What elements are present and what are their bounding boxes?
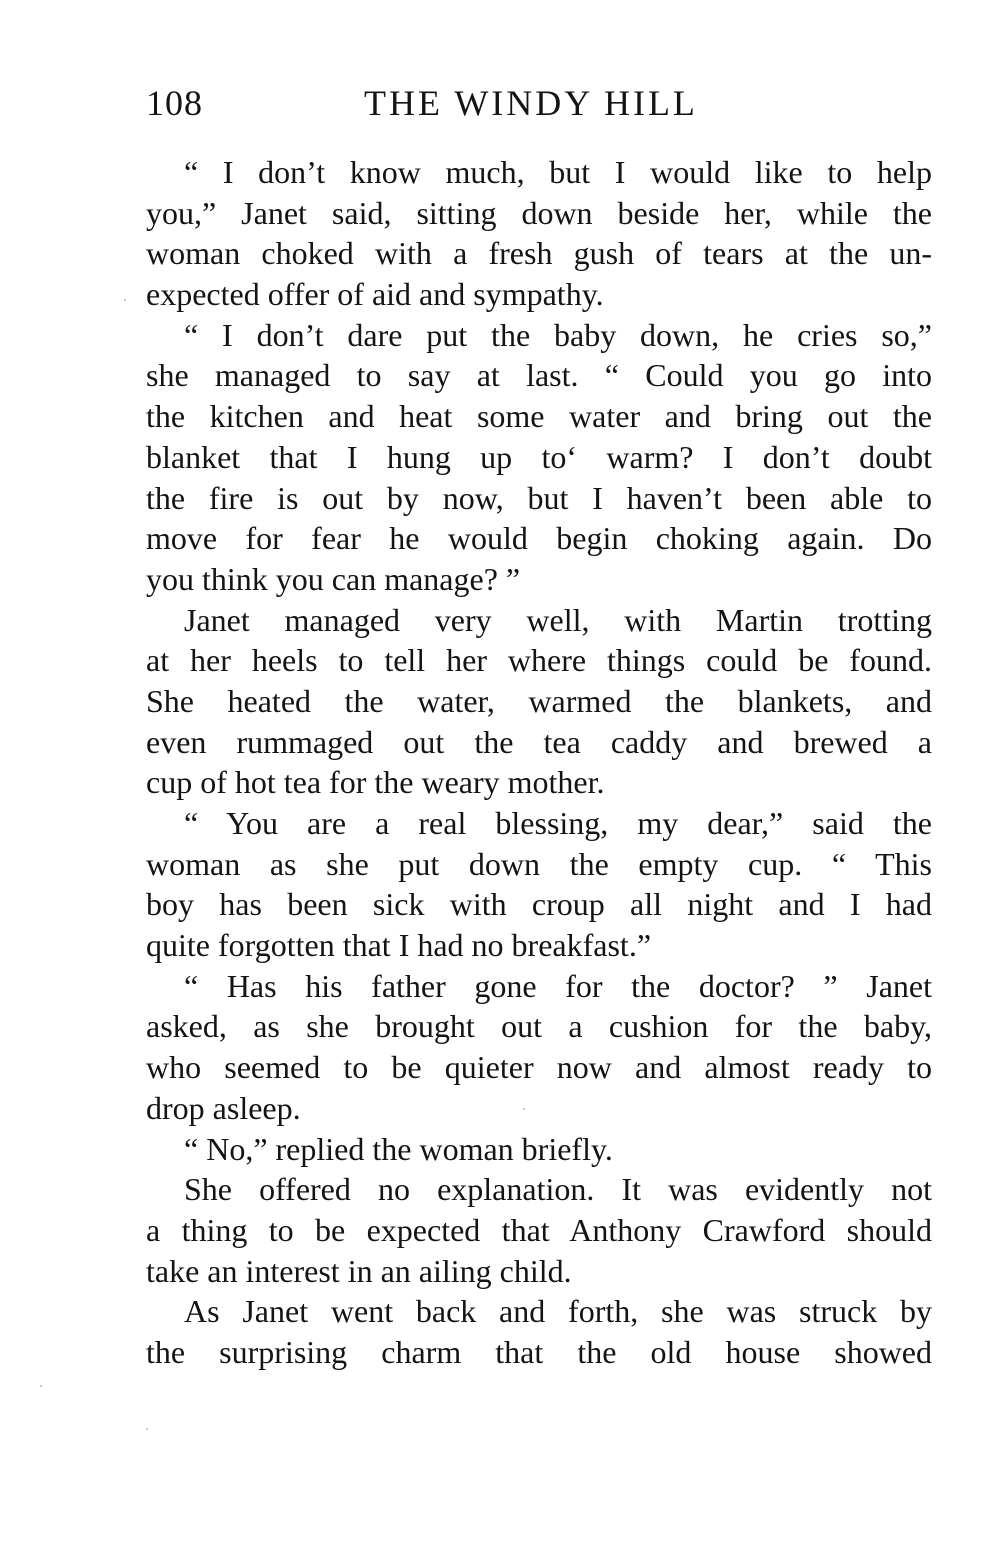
text-line: you think you can manage? ” bbox=[146, 560, 521, 597]
text-line: As Janet went back and forth, she was struck by bbox=[184, 1293, 932, 1330]
text-line: the surprising charm that the old house showed bbox=[146, 1333, 932, 1370]
text-line: woman as she put down the empty cup. “ This bbox=[146, 845, 932, 882]
text-line: “ Has his father gone for the doctor? ” Janet bbox=[184, 967, 932, 1004]
paper-speck bbox=[40, 1385, 42, 1387]
text-line: even rummaged out the tea caddy and brewed a bbox=[146, 723, 932, 760]
text-line: asked, as she brought out a cushion for the baby, bbox=[146, 1008, 932, 1045]
page-number: 108 bbox=[146, 83, 203, 123]
text-line: “ I don’t dare put the baby down, he cries so,” bbox=[184, 316, 932, 353]
paper-speck bbox=[146, 1428, 148, 1430]
text-line: “ You are a real blessing, my dear,” said the bbox=[184, 805, 932, 841]
text-line: at her heels to tell her where things could be found. bbox=[146, 642, 932, 679]
text-line: quite forgotten that I had no breakfast.” bbox=[146, 927, 652, 964]
text-line: who seemed to be quieter now and almost ready to bbox=[146, 1049, 932, 1086]
text-line: She offered no explanation. It was evidently not bbox=[184, 1171, 932, 1208]
text-line: she managed to say at last. “ Could you go into bbox=[146, 357, 932, 394]
running-head bbox=[146, 78, 932, 128]
text-line: the kitchen and heat some water and bring out the bbox=[146, 398, 932, 435]
text-line: “ I don’t know much, but I would like to help bbox=[184, 154, 932, 190]
text-line: you,” Janet said, sitting down beside her, while the bbox=[146, 194, 932, 231]
body-text bbox=[146, 152, 932, 1373]
text-line: woman choked with a fresh gush of tears at the un- bbox=[146, 235, 932, 272]
paper-speck bbox=[523, 1108, 525, 1110]
text-line: move for fear he would begin choking again. Do bbox=[146, 520, 932, 557]
paper-speck bbox=[124, 299, 126, 301]
running-title: THE WINDY HILL bbox=[364, 83, 698, 123]
text-line: boy has been sick with croup all night and I had bbox=[146, 886, 932, 923]
text-line: She heated the water, warmed the blankets, and bbox=[146, 682, 932, 719]
text-line: take an interest in an ailing child. bbox=[146, 1252, 572, 1289]
text-line: blanket that I hung up to‘ warm? I don’t doubt bbox=[146, 438, 932, 475]
text-line: Janet managed very well, with Martin trotting bbox=[184, 601, 932, 638]
text-line: “ No,” replied the woman briefly. bbox=[184, 1130, 613, 1167]
text-line: the fire is out by now, but I haven’t been able to bbox=[146, 479, 932, 516]
text-line: a thing to be expected that Anthony Crawford should bbox=[146, 1211, 932, 1248]
text-line: drop asleep. bbox=[146, 1089, 301, 1126]
text-line: expected offer of aid and sympathy. bbox=[146, 276, 604, 313]
text-line: cup of hot tea for the weary mother. bbox=[146, 764, 605, 801]
